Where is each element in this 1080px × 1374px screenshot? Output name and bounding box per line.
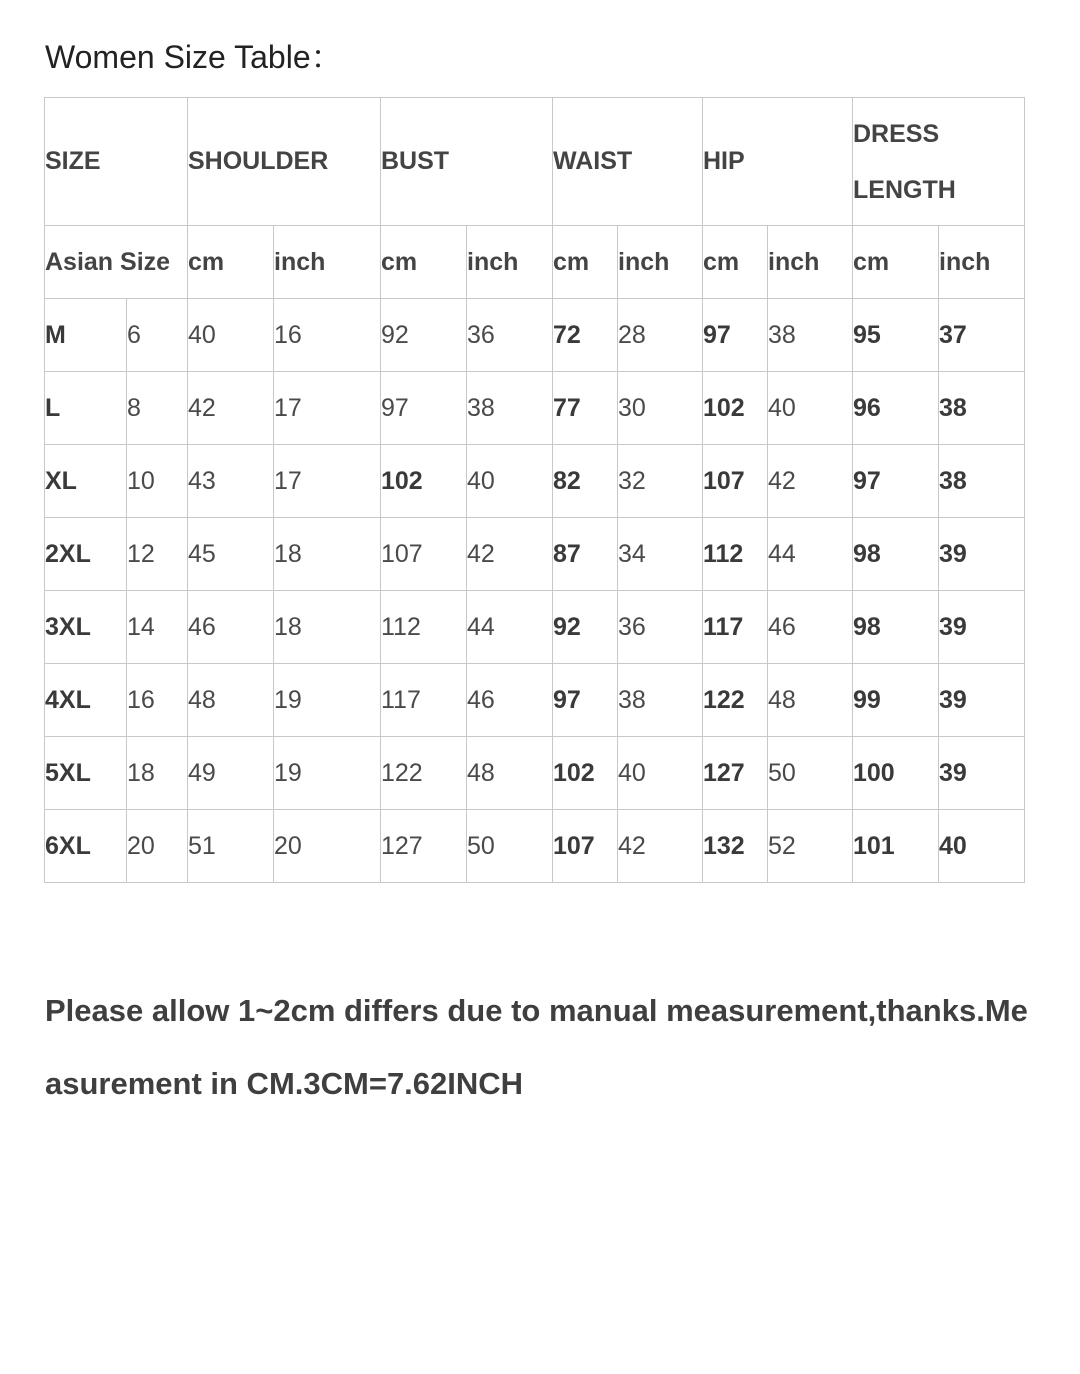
header-bust: BUST bbox=[381, 98, 553, 226]
cell-shoulder-cm: 48 bbox=[188, 664, 274, 737]
unit-length-inch: inch bbox=[939, 226, 1025, 299]
cell-waist-cm: 92 bbox=[553, 591, 618, 664]
unit-bust-cm: cm bbox=[381, 226, 467, 299]
table-row bbox=[45, 737, 1025, 810]
cell-bust-cm: 102 bbox=[381, 445, 467, 518]
cell-length-inch: 39 bbox=[939, 591, 1025, 664]
cell-bust-cm: 127 bbox=[381, 810, 467, 883]
cell-hip-inch: 48 bbox=[768, 664, 853, 737]
cell-bust-inch: 36 bbox=[467, 299, 553, 372]
cell-bust-inch: 50 bbox=[467, 810, 553, 883]
cell-shoulder-cm: 42 bbox=[188, 372, 274, 445]
cell-hip-inch: 38 bbox=[768, 299, 853, 372]
cell-shoulder-cm: 46 bbox=[188, 591, 274, 664]
cell-asian-size: 10 bbox=[127, 445, 188, 518]
cell-hip-inch: 52 bbox=[768, 810, 853, 883]
cell-length-inch: 39 bbox=[939, 518, 1025, 591]
table-row bbox=[45, 299, 1025, 372]
cell-bust-cm: 107 bbox=[381, 518, 467, 591]
cell-asian-size: 16 bbox=[127, 664, 188, 737]
cell-waist-cm: 87 bbox=[553, 518, 618, 591]
cell-asian-size: 20 bbox=[127, 810, 188, 883]
header-shoulder: SHOULDER bbox=[188, 98, 381, 226]
cell-asian-size: 18 bbox=[127, 737, 188, 810]
cell-bust-inch: 38 bbox=[467, 372, 553, 445]
cell-shoulder-inch: 17 bbox=[274, 372, 381, 445]
cell-hip-cm: 107 bbox=[703, 445, 768, 518]
cell-waist-cm: 107 bbox=[553, 810, 618, 883]
cell-waist-inch: 40 bbox=[618, 737, 703, 810]
cell-shoulder-inch: 19 bbox=[274, 664, 381, 737]
cell-bust-cm: 122 bbox=[381, 737, 467, 810]
table-row bbox=[45, 810, 1025, 883]
cell-waist-inch: 30 bbox=[618, 372, 703, 445]
header-size: SIZE bbox=[45, 98, 188, 226]
cell-size: M bbox=[45, 299, 127, 372]
cell-size: L bbox=[45, 372, 127, 445]
cell-waist-cm: 77 bbox=[553, 372, 618, 445]
cell-waist-cm: 82 bbox=[553, 445, 618, 518]
unit-bust-inch: inch bbox=[467, 226, 553, 299]
cell-shoulder-inch: 18 bbox=[274, 518, 381, 591]
cell-bust-cm: 117 bbox=[381, 664, 467, 737]
cell-shoulder-inch: 18 bbox=[274, 591, 381, 664]
cell-hip-cm: 122 bbox=[703, 664, 768, 737]
table-row bbox=[45, 591, 1025, 664]
unit-shoulder-cm: cm bbox=[188, 226, 274, 299]
measurement-note: Please allow 1~2cm differs due to manual measurement,thanks.Measurement in CM.3CM=7.62INCH bbox=[45, 993, 1028, 1101]
header-dress-length-cell bbox=[853, 98, 1025, 226]
unit-asian-size: Asian Size bbox=[45, 226, 188, 299]
cell-hip-cm: 97 bbox=[703, 299, 768, 372]
cell-hip-cm: 112 bbox=[703, 518, 768, 591]
page-title: Women Size Table： bbox=[45, 39, 343, 75]
unit-hip-cm: cm bbox=[703, 226, 768, 299]
cell-hip-inch: 44 bbox=[768, 518, 853, 591]
cell-shoulder-inch: 17 bbox=[274, 445, 381, 518]
header-hip: HIP bbox=[703, 98, 853, 226]
cell-shoulder-cm: 45 bbox=[188, 518, 274, 591]
cell-size: XL bbox=[45, 445, 127, 518]
cell-shoulder-cm: 49 bbox=[188, 737, 274, 810]
cell-shoulder-cm: 40 bbox=[188, 299, 274, 372]
cell-asian-size: 6 bbox=[127, 299, 188, 372]
cell-bust-inch: 40 bbox=[467, 445, 553, 518]
cell-bust-cm: 112 bbox=[381, 591, 467, 664]
unit-shoulder-inch: inch bbox=[274, 226, 381, 299]
cell-length-inch: 40 bbox=[939, 810, 1025, 883]
cell-bust-inch: 48 bbox=[467, 737, 553, 810]
cell-waist-inch: 32 bbox=[618, 445, 703, 518]
cell-hip-cm: 117 bbox=[703, 591, 768, 664]
unit-hip-inch: inch bbox=[768, 226, 853, 299]
cell-waist-cm: 97 bbox=[553, 664, 618, 737]
cell-waist-cm: 102 bbox=[553, 737, 618, 810]
cell-shoulder-cm: 43 bbox=[188, 445, 274, 518]
table-unit-row bbox=[45, 226, 1025, 299]
cell-length-cm: 98 bbox=[853, 591, 939, 664]
unit-length-cm: cm bbox=[853, 226, 939, 299]
cell-length-cm: 96 bbox=[853, 372, 939, 445]
cell-waist-inch: 36 bbox=[618, 591, 703, 664]
cell-asian-size: 8 bbox=[127, 372, 188, 445]
cell-hip-cm: 102 bbox=[703, 372, 768, 445]
cell-waist-inch: 28 bbox=[618, 299, 703, 372]
table-row bbox=[45, 372, 1025, 445]
cell-hip-inch: 42 bbox=[768, 445, 853, 518]
cell-length-inch: 38 bbox=[939, 372, 1025, 445]
cell-length-inch: 39 bbox=[939, 737, 1025, 810]
cell-length-cm: 100 bbox=[853, 737, 939, 810]
header-waist: WAIST bbox=[553, 98, 703, 226]
cell-bust-inch: 44 bbox=[467, 591, 553, 664]
cell-size: 4XL bbox=[45, 664, 127, 737]
cell-length-cm: 101 bbox=[853, 810, 939, 883]
cell-shoulder-inch: 20 bbox=[274, 810, 381, 883]
cell-length-cm: 99 bbox=[853, 664, 939, 737]
cell-length-inch: 39 bbox=[939, 664, 1025, 737]
cell-hip-inch: 46 bbox=[768, 591, 853, 664]
cell-asian-size: 14 bbox=[127, 591, 188, 664]
cell-size: 5XL bbox=[45, 737, 127, 810]
cell-bust-cm: 92 bbox=[381, 299, 467, 372]
cell-hip-inch: 50 bbox=[768, 737, 853, 810]
cell-size: 2XL bbox=[45, 518, 127, 591]
cell-length-inch: 37 bbox=[939, 299, 1025, 372]
cell-hip-cm: 132 bbox=[703, 810, 768, 883]
unit-waist-cm: cm bbox=[553, 226, 618, 299]
cell-asian-size: 12 bbox=[127, 518, 188, 591]
unit-waist-inch: inch bbox=[618, 226, 703, 299]
cell-length-cm: 97 bbox=[853, 445, 939, 518]
cell-waist-inch: 34 bbox=[618, 518, 703, 591]
cell-size: 3XL bbox=[45, 591, 127, 664]
cell-bust-inch: 46 bbox=[467, 664, 553, 737]
cell-waist-cm: 72 bbox=[553, 299, 618, 372]
header-dress-length: DRESS LENGTH bbox=[853, 119, 956, 204]
cell-size: 6XL bbox=[45, 810, 127, 883]
cell-shoulder-inch: 19 bbox=[274, 737, 381, 810]
cell-bust-cm: 97 bbox=[381, 372, 467, 445]
table-header-row bbox=[45, 98, 1025, 226]
size-table bbox=[44, 97, 1025, 883]
cell-length-cm: 98 bbox=[853, 518, 939, 591]
cell-length-inch: 38 bbox=[939, 445, 1025, 518]
cell-waist-inch: 42 bbox=[618, 810, 703, 883]
table-row bbox=[45, 664, 1025, 737]
cell-hip-cm: 127 bbox=[703, 737, 768, 810]
cell-shoulder-cm: 51 bbox=[188, 810, 274, 883]
table-row bbox=[45, 445, 1025, 518]
cell-length-cm: 95 bbox=[853, 299, 939, 372]
cell-hip-inch: 40 bbox=[768, 372, 853, 445]
cell-bust-inch: 42 bbox=[467, 518, 553, 591]
cell-shoulder-inch: 16 bbox=[274, 299, 381, 372]
cell-waist-inch: 38 bbox=[618, 664, 703, 737]
table-row bbox=[45, 518, 1025, 591]
